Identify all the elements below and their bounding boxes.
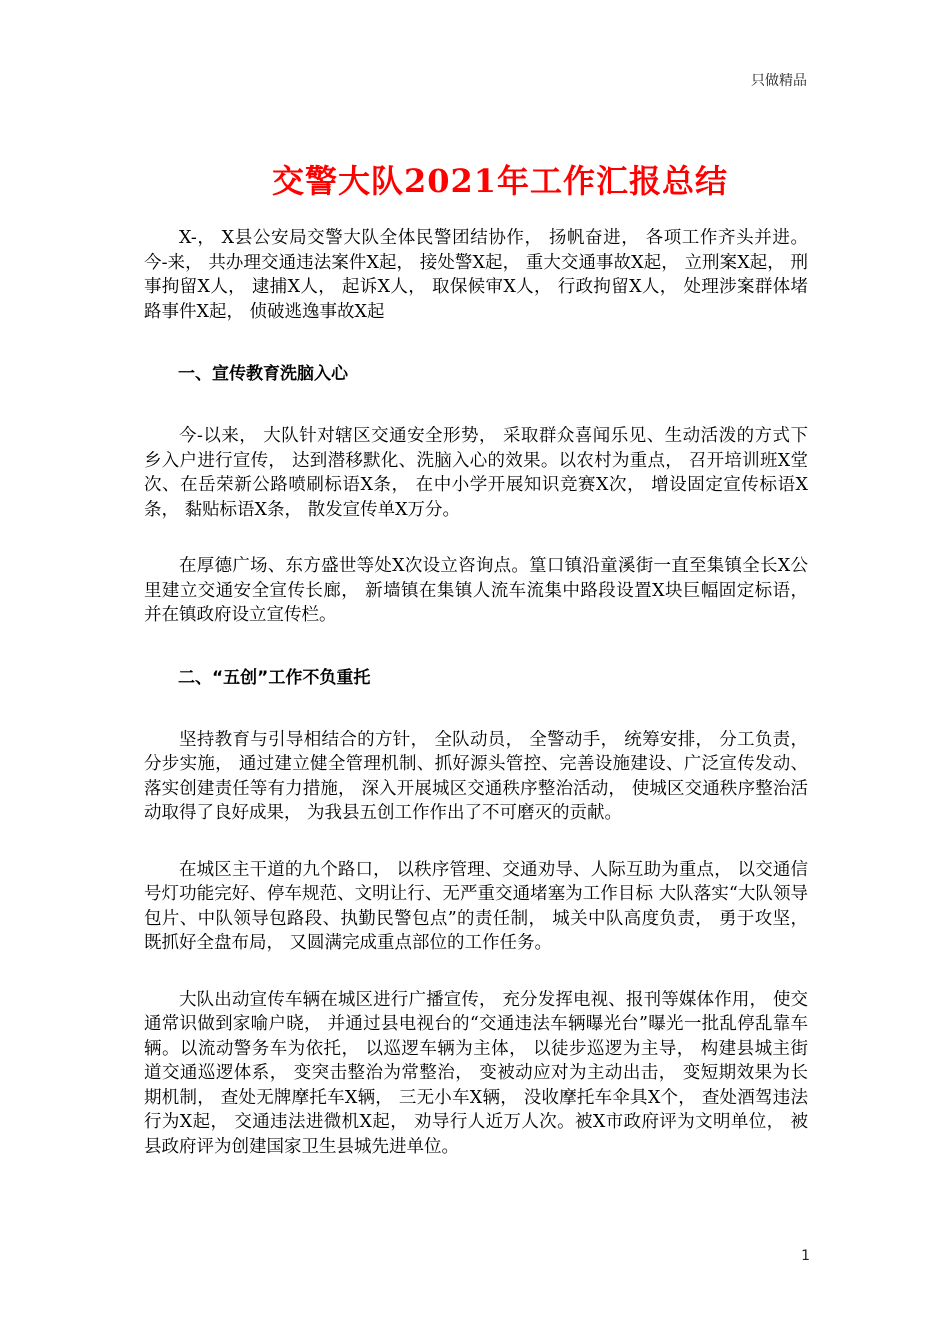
spacer (144, 628, 808, 666)
spacer (144, 522, 808, 554)
spacer (144, 324, 808, 362)
intro-paragraph: X-， X县公安局交警大队全体民警团结协作， 扬帆奋进， 各项工作齐头并进。今-来， 共办理交通违法案件X起， 接处警X起， 重大交通事故X起， 立刑案X起， 刑事拘留X人， 逮捕X人， 起诉X人， 取保候审X人， 行政拘留X人， 处理涉案群体堵路事件X起， 侦破逃逸事故X起 (144, 228, 808, 322)
document-body (144, 226, 808, 1159)
section1-paragraph-1: 今-以来， 大队针对辖区交通安全形势， 采取群众喜闻乐见、生动活泼的方式下乡入户进行宣传， 达到潜移默化、洗脑入心的效果。以农村为重点， 召开培训班X堂次、在岳荣新公路喷刷标语X条， 在中小学开展知识竞赛X次， 增设固定宣传标语X条， 黏贴标语X条， 散发宣传单X万分。 (144, 426, 808, 520)
section1-paragraph-2: 在厚德广场、东方盛世等处X次设立咨询点。篁口镇沿童溪街一直至集镇全长X公里建立交通安全宣传长廊， 新墙镇在集镇人流车流集中路段设置X块巨幅固定标语， 并在镇政府设立宣传栏。 (144, 556, 808, 625)
section-heading-1: 一、宣传教育洗脑入心 (178, 364, 348, 384)
page-number: 1 (801, 1248, 810, 1264)
spacer (144, 386, 808, 424)
section2-paragraph-2: 在城区主干道的九个路口， 以秩序管理、交通劝导、人际互助为重点， 以交通信号灯功能完好、停车规范、文明让行、无严重交通堵塞为工作目标 大队落实“大队领导包片、中队领导包路段、执勤民警包点”的责任制， 城关中队高度负责， 勇于攻坚， 既抓好全盘布局， 又圆满完成重点部位的工作任务。 (144, 859, 808, 953)
header-note: 只做精品 (751, 73, 807, 89)
spacer (144, 956, 808, 988)
spacer (144, 690, 808, 728)
document-title: 交警大队2021年工作汇报总结 (271, 162, 729, 200)
section2-paragraph-3: 大队出动宣传车辆在城区进行广播宣传， 充分发挥电视、报刊等媒体作用， 使交通常识做到家喻户晓， 并通过县电视台的“交通违法车辆曝光台”曝光一批乱停乱靠车辆。以流动警务车为依托， 以巡逻车辆为主体， 以徒步巡逻为主导， 构建县城主街道交通巡逻体系， 变突击整治为常整治， 变被动应对为主动出击， 变短期效果为长期机制， 查处无牌摩托车X辆， 三无小车X辆， 没收摩托车伞具X个， 查处酒驾违法行为X起， 交通违法进微机X起， 劝导行人近万人次。被X市政府评为文明单位， 被县政府评为创建国家卫生县城先进单位。 (144, 989, 808, 1157)
section2-paragraph-1: 坚持教育与引导相结合的方针， 全队动员， 全警动手， 统筹安排， 分工负责， 分步实施， 通过建立健全管理机制、抓好源头管控、完善设施建设、广泛宣传发动、落实创建责任等有力措施， 深入开展城区交通秩序整治活动， 使城区交通秩序整治活动取得了良好成果， 为我县五创工作作出了不可磨灭的贡献。 (144, 729, 808, 823)
section-heading-2: 二、“五创”工作不负重托 (178, 667, 371, 688)
spacer (144, 826, 808, 858)
